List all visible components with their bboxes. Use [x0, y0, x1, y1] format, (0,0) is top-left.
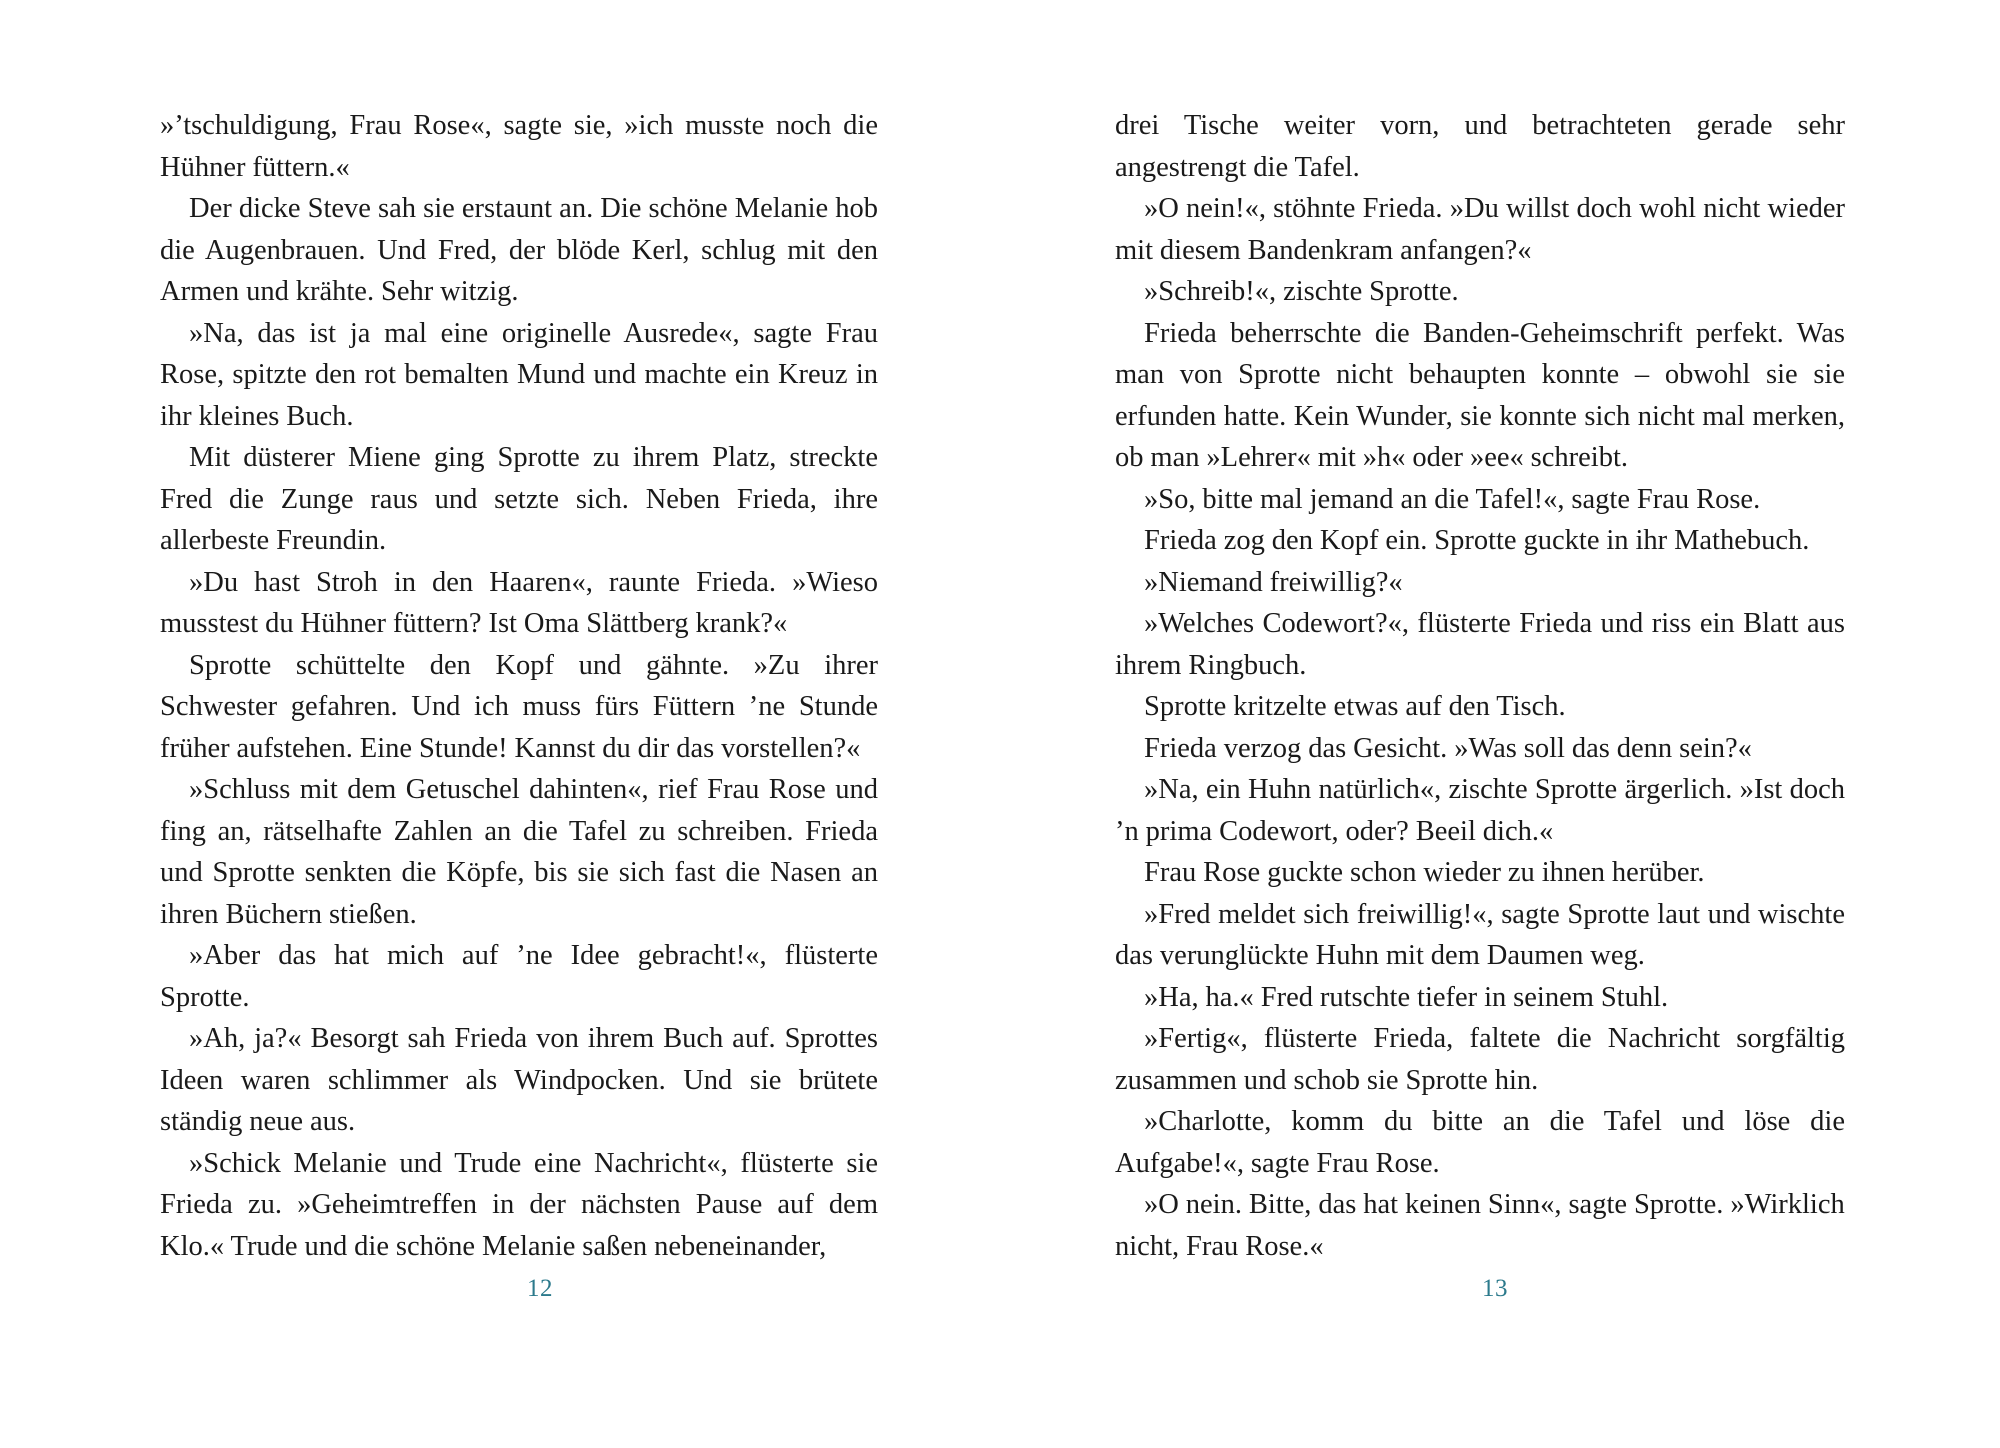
paragraph: »Schluss mit dem Getuschel dahinten«, rief Frau Rose und fing an, rätselhafte Zahlen an die Tafel zu schreiben. Frieda und Sprotte senkten die Köpfe, bis sie sich fast die Nasen an ihren Büchern stießen. — [160, 774, 878, 930]
paragraph: »Fred meldet sich freiwillig!«, sagte Sprotte laut und wischte das verunglückte Huhn mit dem Daumen weg. — [1115, 898, 1845, 971]
page-number-left: 12 — [527, 1275, 553, 1302]
paragraph: »Ah, ja?« Besorgt sah Frieda von ihrem Buch auf. Sprottes Ideen waren schlimmer als Windpocken. Und sie brütete ständig neue aus. — [160, 1023, 878, 1137]
paragraph: »Niemand freiwillig?« — [1144, 566, 1403, 598]
paragraph: »O nein. Bitte, das hat keinen Sinn«, sagte Sprotte. »Wirklich nicht, Frau Rose.« — [1115, 1189, 1845, 1262]
page-number-right: 13 — [1482, 1275, 1508, 1302]
paragraph: »Aber das hat mich auf ’ne Idee gebracht!«, flüsterte Sprotte. — [160, 940, 878, 1013]
paragraph: drei Tische weiter vorn, und betrachteten gerade sehr angestrengt die Tafel. — [1115, 110, 1845, 183]
paragraph: »O nein!«, stöhnte Frieda. »Du willst doch wohl nicht wieder mit diesem Bandenkram anfangen?« — [1115, 193, 1845, 266]
paragraph: »Ha, ha.« Fred rutschte tiefer in seinem Stuhl. — [1144, 981, 1669, 1013]
paragraph: Sprotte kritzelte etwas auf den Tisch. — [1144, 691, 1566, 722]
paragraph: Der dicke Steve sah sie erstaunt an. Die schöne Melanie hob die Augenbrauen. Und Fred, der blöde Kerl, schlug mit den Armen und krähte. Sehr witzig. — [160, 193, 878, 307]
page-right — [1115, 0, 1875, 1448]
paragraph: »Na, das ist ja mal eine originelle Ausrede«, sagte Frau Rose, spitzte den rot bemalten Mund und machte ein Kreuz in ihr kleines Buch. — [160, 317, 878, 432]
page-right-textblock — [1115, 105, 1845, 1267]
paragraph: »Charlotte, komm du bitte an die Tafel und löse die Aufgabe!«, sagte Frau Rose. — [1115, 1106, 1845, 1179]
paragraph: Frieda beherrschte die Banden-Geheimschrift perfekt. Was man von Sprotte nicht behaupten konnte – obwohl sie sie erfunden hatte. Kein Wunder, sie konnte sich nicht mal merken, ob man »Lehrer« mit »h« oder »ee« schreibt. — [1115, 317, 1845, 473]
paragraph: »Schreib!«, zischte Sprotte. — [1144, 276, 1459, 307]
page-left — [160, 0, 920, 1448]
paragraph: Frau Rose guckte schon wieder zu ihnen herüber. — [1144, 857, 1705, 888]
paragraph: »’tschuldigung, Frau Rose«, sagte sie, »ich musste noch die Hühner füttern.« — [160, 110, 878, 183]
paragraph: »So, bitte mal jemand an die Tafel!«, sagte Frau Rose. — [1144, 483, 1761, 515]
page-left-textblock — [160, 105, 878, 1267]
paragraph: »Schick Melanie und Trude eine Nachricht«, flüsterte sie Frieda zu. »Geheimtreffen in der nächsten Pause auf dem Klo.« Trude und die schöne Melanie saßen nebeneinander, — [160, 1147, 878, 1262]
paragraph: Frieda verzog das Gesicht. »Was soll das denn sein?« — [1144, 732, 1752, 764]
paragraph: »Na, ein Huhn natürlich«, zischte Sprotte ärgerlich. »Ist doch ’n prima Codewort, oder? Beeil dich.« — [1115, 774, 1845, 847]
paragraph: »Du hast Stroh in den Haaren«, raunte Frieda. »Wieso musstest du Hühner füttern? Ist Oma Slättberg krank?« — [160, 566, 878, 639]
paragraph: »Welches Codewort?«, flüsterte Frieda und riss ein Blatt aus ihrem Ringbuch. — [1115, 608, 1845, 681]
paragraph: Frieda zog den Kopf ein. Sprotte guckte in ihr Mathebuch. — [1144, 525, 1810, 556]
paragraph: »Fertig«, flüsterte Frieda, faltete die Nachricht sorgfältig zusammen und schob sie Sprotte hin. — [1115, 1023, 1845, 1096]
paragraph: Sprotte schüttelte den Kopf und gähnte. »Zu ihrer Schwester gefahren. Und ich muss fürs Füttern ’ne Stunde früher aufstehen. Eine Stunde! Kannst du dir das vorstellen?« — [160, 649, 878, 764]
paragraph: Mit düsterer Miene ging Sprotte zu ihrem Platz, streckte Fred die Zunge raus und setzte sich. Neben Frieda, ihre allerbeste Freundin. — [160, 442, 878, 556]
